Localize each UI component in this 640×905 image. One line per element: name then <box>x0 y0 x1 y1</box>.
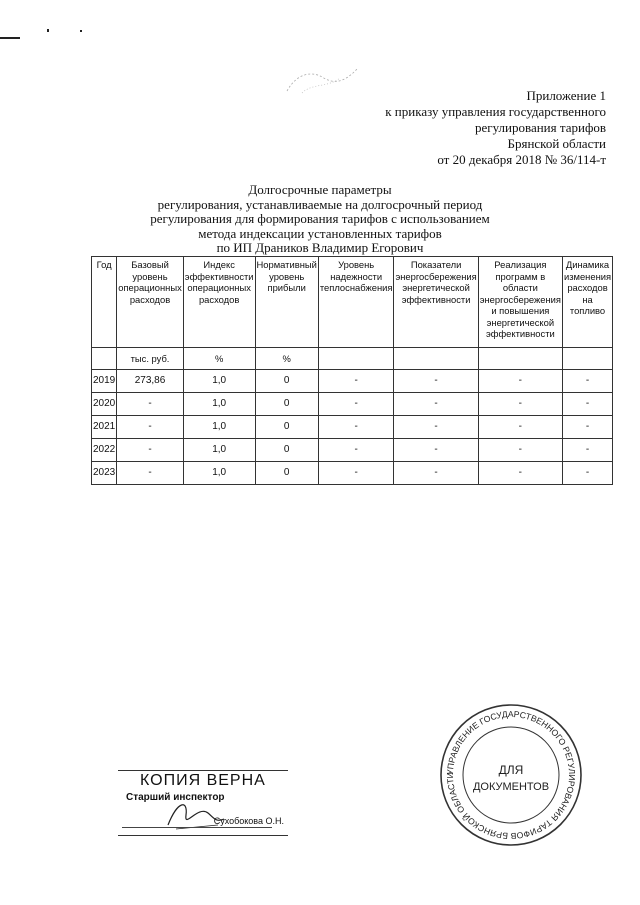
table-cell: - <box>394 439 478 462</box>
unit-cell <box>478 348 562 370</box>
table-cell: 0 <box>255 370 318 393</box>
table-row <box>92 462 613 485</box>
header-cell: Базовый уровень операционных расходов <box>117 257 184 348</box>
title-line: метода индексации установленных тарифов <box>198 225 442 241</box>
table-cell: 1,0 <box>183 370 255 393</box>
appendix-block <box>306 88 606 168</box>
table-cell: - <box>318 416 394 439</box>
header-cell: Индекс эффективности операционных расходов <box>183 257 255 348</box>
table-cell: - <box>394 393 478 416</box>
scan-dash-mark <box>0 37 20 39</box>
appendix-line: регулирования тарифов <box>475 120 606 135</box>
table-cell: 1,0 <box>183 439 255 462</box>
table-cell: - <box>562 416 612 439</box>
table-cell: 1,0 <box>183 416 255 439</box>
copy-stamp-name: Сухобокова О.Н. <box>213 816 284 826</box>
scan-dot-mark <box>47 29 49 32</box>
table-cell: 1,0 <box>183 393 255 416</box>
appendix-line: от 20 декабря 2018 № 36/114-т <box>437 152 606 167</box>
table-units-row <box>92 348 613 370</box>
table-header-row <box>92 257 613 348</box>
table-cell: - <box>478 370 562 393</box>
title-line: регулирования, устанавливаемые на долгосрочный период <box>157 196 483 212</box>
seal-ring-text: УПРАВЛЕНИЕ ГОСУДАРСТВЕННОГО РЕГУЛИРОВАНИЯ ТАРИФОВ БРЯНСКОЙ ОБЛАСТИ <box>444 708 578 842</box>
table-row <box>92 439 613 462</box>
table-cell: - <box>318 370 394 393</box>
title-line: Долгосрочные параметры <box>248 182 392 197</box>
header-cell: Нормативный уровень прибыли <box>255 257 318 348</box>
appendix-line: к приказу управления государственного <box>385 104 606 119</box>
unit-cell: % <box>183 348 255 370</box>
table-cell: - <box>394 370 478 393</box>
table-cell: - <box>117 393 184 416</box>
table-cell: 1,0 <box>183 462 255 485</box>
table-cell: - <box>394 416 478 439</box>
table-cell: - <box>478 439 562 462</box>
unit-cell <box>562 348 612 370</box>
table-cell: - <box>562 393 612 416</box>
table-cell: 0 <box>255 439 318 462</box>
copy-stamp-title: КОПИЯ ВЕРНА <box>140 772 266 789</box>
table-cell: - <box>318 439 394 462</box>
table-cell: 0 <box>255 462 318 485</box>
header-cell: Показатели энергосбережения энергетической эффективности <box>394 257 478 348</box>
table-cell: - <box>117 416 184 439</box>
unit-cell: тыс. руб. <box>117 348 184 370</box>
table-cell: 0 <box>255 393 318 416</box>
appendix-line: Приложение 1 <box>526 88 606 103</box>
table-cell: - <box>318 462 394 485</box>
title-line: регулирования для формирования тарифов с использованием <box>150 211 490 226</box>
table-cell: - <box>117 439 184 462</box>
table-cell: - <box>562 462 612 485</box>
appendix-line: Брянской области <box>507 136 606 151</box>
table-cell: 2023 <box>92 462 117 485</box>
unit-cell: % <box>255 348 318 370</box>
table-cell: 2020 <box>92 393 117 416</box>
table-cell: - <box>117 462 184 485</box>
header-cell: Динамика изменения расходов на топливо <box>562 257 612 348</box>
unit-cell <box>394 348 478 370</box>
header-cell: Год <box>92 257 117 348</box>
official-seal <box>436 700 586 850</box>
table-cell: - <box>562 370 612 393</box>
table-cell: 2021 <box>92 416 117 439</box>
signature-line <box>122 827 272 828</box>
table-cell: - <box>478 416 562 439</box>
table-cell: - <box>394 462 478 485</box>
header-cell: Уровень надежности теплоснабжения <box>318 257 394 348</box>
unit-cell <box>92 348 117 370</box>
parameters-table <box>91 256 613 485</box>
document-title <box>120 183 520 256</box>
unit-cell <box>318 348 394 370</box>
table-row <box>92 416 613 439</box>
table-cell: 0 <box>255 416 318 439</box>
table-cell: - <box>478 393 562 416</box>
seal-center-line: ДОКУМЕНТОВ <box>472 781 550 793</box>
table-cell: 2019 <box>92 370 117 393</box>
table-cell: 2022 <box>92 439 117 462</box>
table-row <box>92 393 613 416</box>
table-cell: - <box>318 393 394 416</box>
table-cell: 273,86 <box>117 370 184 393</box>
table-cell: - <box>478 462 562 485</box>
scan-dot-mark <box>80 30 82 32</box>
seal-center-line: ДЛЯ <box>498 763 524 777</box>
copy-stamp-position: Старший инспектор <box>126 792 225 803</box>
table-cell: - <box>562 439 612 462</box>
title-line: по ИП Драников Владимир Егорович <box>216 240 424 255</box>
table-row <box>92 370 613 393</box>
copy-certified-stamp <box>118 770 288 836</box>
header-cell: Реализация программ в области энергосбережения и повышения энергетической эффективности <box>478 257 562 348</box>
